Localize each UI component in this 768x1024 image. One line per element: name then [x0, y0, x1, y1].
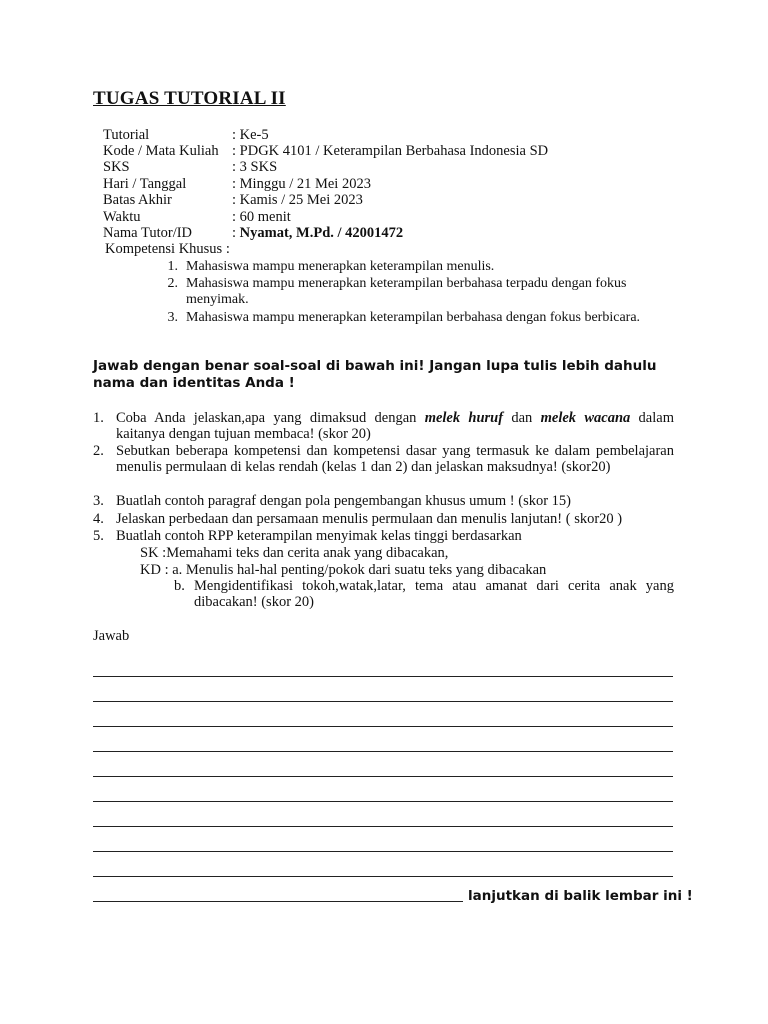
answer-line [93, 851, 673, 852]
meta-nama-value: Nyamat, M.Pd. / 42001472 [239, 225, 404, 241]
answer-line [93, 776, 673, 777]
question-number: 1. [93, 410, 104, 426]
question-number: 3. [93, 493, 104, 509]
continue-note: lanjutkan di balik lembar ini ! [468, 888, 693, 904]
emphasis-term: melek huruf [424, 410, 504, 426]
instruction-text: Jawab dengan benar soal-soal di bawah ini! Jangan lupa tulis lebih dahulu nama dan identitas Anda ! [93, 358, 657, 391]
kompetensi-heading: Kompetensi Khusus : [105, 241, 230, 257]
meta-sks-label: SKS [103, 159, 130, 175]
meta-waktu-label: Waktu [103, 209, 141, 225]
question-4-text: Jelaskan perbedaan dan persamaan menulis permulaan dan menulis lanjutan! ( skor20 ) [116, 511, 623, 527]
meta-sks-value: : 3 SKS [232, 159, 278, 175]
question-2-text: Sebutkan beberapa kompetensi dan kompetensi dasar yang termasuk ke dalam pembelajaran menulis permulaan di kelas rendah (kelas 1 dan 2) dan jelaskan maksudnya! (skor20) [116, 443, 674, 475]
answer-line [93, 876, 673, 877]
question-number: 2. [93, 443, 104, 459]
answer-line [93, 726, 673, 727]
question-3-text: Buatlah contoh paragraf dengan pola pengembangan khusus umum ! (skor 15) [116, 493, 572, 509]
meta-batas-value: : Kamis / 25 Mei 2023 [232, 192, 363, 208]
meta-kode-label: Kode / Mata Kuliah [103, 143, 219, 159]
meta-nama-value-row [232, 225, 403, 242]
question-5-sk: SK :Memahami teks dan cerita anak yang dibacakan, [140, 545, 449, 561]
question-text-part: dalam kaitanya dengan tujuan membaca! (skor 20) [116, 410, 674, 442]
meta-tutorial-value: : Ke-5 [232, 127, 269, 143]
answer-line [93, 676, 673, 677]
page-title: TUGAS TUTORIAL II [93, 88, 286, 109]
question-1-text [116, 410, 674, 442]
kompetensi-item-text: Mahasiswa mampu menerapkan keterampilan berbahasa terpadu dengan fokus menyimak. [186, 276, 627, 307]
question-text-part: dan [503, 410, 541, 426]
question-5-kd-b-marker: b. [174, 578, 185, 594]
kompetensi-item-number: 1. [167, 259, 178, 274]
meta-nama-colon: : [232, 225, 240, 241]
question-text-part: Coba Anda jelaskan,apa yang dimaksud dengan [116, 410, 425, 426]
question-5-kd-b: Mengidentifikasi tokoh,watak,latar, tema atau amanat dari cerita anak yang dibacakan! (skor 20) [194, 578, 674, 610]
answer-line [93, 801, 673, 802]
question-number: 4. [93, 511, 104, 527]
kompetensi-item-number: 2. [167, 276, 178, 291]
answer-line [93, 751, 673, 752]
kompetensi-item-number: 3. [167, 310, 178, 325]
answer-line [93, 701, 673, 702]
meta-batas-label: Batas Akhir [103, 192, 172, 208]
kompetensi-item-text: Mahasiswa mampu menerapkan keterampilan berbahasa dengan fokus berbicara. [186, 310, 641, 325]
question-number: 5. [93, 528, 104, 544]
meta-hari-value: : Minggu / 21 Mei 2023 [232, 176, 371, 192]
answer-line [93, 826, 673, 827]
answer-line [93, 901, 463, 902]
meta-hari-label: Hari / Tanggal [103, 176, 187, 192]
meta-tutorial-label: Tutorial [103, 127, 150, 143]
answer-label: Jawab [93, 628, 130, 644]
meta-waktu-value: : 60 menit [232, 209, 291, 225]
meta-kode-value: : PDGK 4101 / Keterampilan Berbahasa Indonesia SD [232, 143, 549, 159]
question-5-text: Buatlah contoh RPP keterampilan menyimak kelas tinggi berdasarkan [116, 528, 522, 544]
kompetensi-item-text: Mahasiswa mampu menerapkan keterampilan menulis. [186, 259, 495, 274]
emphasis-term: melek wacana [540, 410, 631, 426]
question-5-kd-a: KD : a. Menulis hal-hal penting/pokok dari suatu teks yang dibacakan [140, 562, 547, 578]
meta-nama-label: Nama Tutor/ID [103, 225, 193, 241]
